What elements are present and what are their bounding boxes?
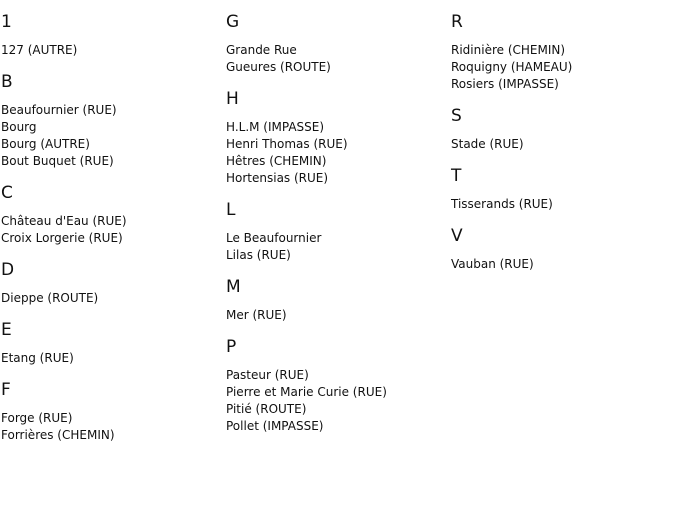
letter-heading: G xyxy=(226,12,240,32)
letter-group xyxy=(1,11,223,59)
street-list xyxy=(226,230,448,264)
street-list xyxy=(1,102,223,170)
street-link[interactable]: Hortensias (RUE) xyxy=(226,171,329,185)
street-link[interactable]: Bout Buquet (RUE) xyxy=(1,154,114,168)
street-link[interactable]: Tisserands (RUE) xyxy=(451,197,553,211)
index-column-1 xyxy=(1,11,223,456)
street-link[interactable]: Lilas (RUE) xyxy=(226,248,291,262)
street-link[interactable]: Stade (RUE) xyxy=(451,137,524,151)
letter-heading: 1 xyxy=(1,12,12,32)
street-link[interactable]: Pasteur (RUE) xyxy=(226,368,309,382)
street-link[interactable]: Bourg (AUTRE) xyxy=(1,137,90,151)
letter-heading: R xyxy=(451,12,463,32)
street-list xyxy=(226,367,448,435)
letter-group xyxy=(451,11,673,93)
street-link[interactable]: Vauban (RUE) xyxy=(451,257,534,271)
letter-group xyxy=(451,165,673,213)
letter-group xyxy=(1,379,223,444)
street-link[interactable]: Forge (RUE) xyxy=(1,411,73,425)
street-list xyxy=(451,256,673,273)
letter-heading: P xyxy=(226,337,237,357)
letter-group xyxy=(226,276,448,324)
street-list xyxy=(1,42,223,59)
street-list xyxy=(1,350,223,367)
street-list xyxy=(226,307,448,324)
street-list xyxy=(451,42,673,93)
letter-group xyxy=(1,182,223,247)
letter-group xyxy=(1,71,223,170)
street-link[interactable]: Rosiers (IMPASSE) xyxy=(451,77,559,91)
street-link[interactable]: Pollet (IMPASSE) xyxy=(226,419,324,433)
index-column-3 xyxy=(451,11,673,285)
letter-group xyxy=(226,199,448,264)
letter-group xyxy=(451,105,673,153)
street-link[interactable]: Bourg xyxy=(1,120,37,134)
letter-heading: T xyxy=(451,166,462,186)
street-list xyxy=(226,42,448,76)
letter-group xyxy=(226,11,448,76)
letter-heading: B xyxy=(1,72,13,92)
letter-heading: H xyxy=(226,89,239,109)
street-link[interactable]: Hêtres (CHEMIN) xyxy=(226,154,327,168)
street-link[interactable]: Le Beaufournier xyxy=(226,231,322,245)
index-column-2 xyxy=(226,11,448,447)
street-link[interactable]: Croix Lorgerie (RUE) xyxy=(1,231,123,245)
letter-heading: S xyxy=(451,106,462,126)
street-list xyxy=(451,136,673,153)
street-list xyxy=(451,196,673,213)
street-link[interactable]: Pierre et Marie Curie (RUE) xyxy=(226,385,387,399)
street-list xyxy=(1,290,223,307)
street-link[interactable]: Château d'Eau (RUE) xyxy=(1,214,127,228)
street-link[interactable]: Mer (RUE) xyxy=(226,308,287,322)
street-link[interactable]: Pitié (ROUTE) xyxy=(226,402,307,416)
letter-heading: C xyxy=(1,183,13,203)
street-link[interactable]: Grande Rue xyxy=(226,43,297,57)
street-list xyxy=(226,119,448,187)
letter-heading: F xyxy=(1,380,11,400)
letter-heading: V xyxy=(451,226,463,246)
street-link[interactable]: Beaufournier (RUE) xyxy=(1,103,117,117)
letter-heading: L xyxy=(226,200,236,220)
street-list xyxy=(1,410,223,444)
street-link[interactable]: Etang (RUE) xyxy=(1,351,74,365)
street-link[interactable]: Henri Thomas (RUE) xyxy=(226,137,348,151)
street-link[interactable]: 127 (AUTRE) xyxy=(1,43,78,57)
street-link[interactable]: H.L.M (IMPASSE) xyxy=(226,120,325,134)
letter-group xyxy=(226,88,448,187)
street-link[interactable]: Gueures (ROUTE) xyxy=(226,60,331,74)
letter-group xyxy=(226,336,448,435)
letter-group xyxy=(451,225,673,273)
street-list xyxy=(1,213,223,247)
letter-group xyxy=(1,319,223,367)
street-link[interactable]: Dieppe (ROUTE) xyxy=(1,291,99,305)
letter-heading: M xyxy=(226,277,241,297)
letter-group xyxy=(1,259,223,307)
letter-heading: E xyxy=(1,320,12,340)
street-link[interactable]: Ridinière (CHEMIN) xyxy=(451,43,566,57)
street-link[interactable]: Forrières (CHEMIN) xyxy=(1,428,115,442)
letter-heading: D xyxy=(1,260,15,280)
street-link[interactable]: Roquigny (HAMEAU) xyxy=(451,60,573,74)
